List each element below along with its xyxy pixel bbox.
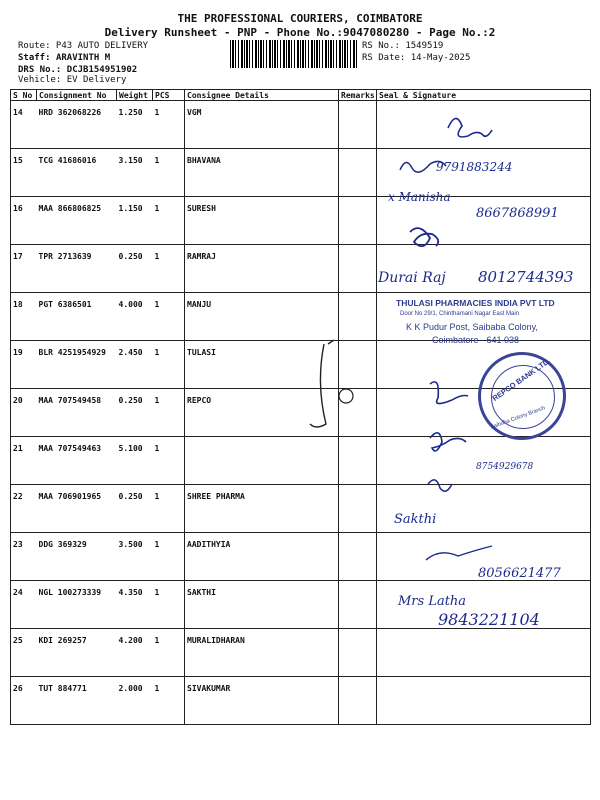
- runsheet-title: THE PROFESSIONAL COURIERS, COIMBATORE: [177, 12, 423, 25]
- header-seal-signature: Seal & Signature: [377, 90, 591, 101]
- remarks-bracket-20-21: [310, 340, 334, 427]
- cell-consignee: SHREE PHARMA: [185, 485, 339, 533]
- drs-value: DCJB154951902: [66, 65, 138, 75]
- header-consignment: Consignment No: [37, 90, 117, 101]
- cell-pcs: 1: [153, 101, 185, 149]
- cell-pcs: 1: [153, 341, 185, 389]
- staff-value: ARAVINTH M: [55, 53, 111, 63]
- signature-23: [428, 480, 452, 491]
- repco-seal-top-text: REPCO BANK LTD.: [490, 356, 553, 403]
- cell-sno: 19: [11, 341, 37, 389]
- repco-bank-seal: [478, 352, 566, 440]
- cell-sno: 14: [11, 101, 37, 149]
- cell-pcs: 1: [153, 293, 185, 341]
- handwritten-name-16: x Manisha: [388, 190, 451, 204]
- cell-consignee: SURESH: [185, 197, 339, 245]
- cell-consignee: MANJU: [185, 293, 339, 341]
- cell-pcs: 1: [153, 245, 185, 293]
- tulasi-stamp-line1: THULASI PHARMACIES INDIA PVT LTD: [396, 298, 555, 308]
- cell-weight: 2.000: [117, 677, 153, 725]
- cell-pcs: 1: [153, 629, 185, 677]
- cell-sno: 24: [11, 581, 37, 629]
- handwritten-phone-18: 8012744393: [478, 268, 574, 286]
- cell-consignee: VGM: [185, 101, 339, 149]
- cell-consignee: MURALIDHARAN: [185, 629, 339, 677]
- signature-22: [430, 433, 466, 451]
- cell-sno: 18: [11, 293, 37, 341]
- cell-consignee: RAMRAJ: [185, 245, 339, 293]
- cell-consignee: AADITHYIA: [185, 533, 339, 581]
- staff-label: Staff:: [18, 53, 51, 63]
- cell-consignment-no: KDI 269257: [37, 629, 117, 677]
- cell-weight: 4.200: [117, 629, 153, 677]
- cell-consignment-no: TCG 41686016: [37, 149, 117, 197]
- cell-weight: 3.150: [117, 149, 153, 197]
- cell-pcs: 1: [153, 677, 185, 725]
- cell-consignee: REPCO: [185, 389, 339, 437]
- tulasi-stamp-line2: Door No 29/1, Chinthamani Nagar East Main: [400, 311, 520, 317]
- cell-consignment-no: BLR 4251954929: [37, 341, 117, 389]
- cell-sno: 21: [11, 437, 37, 485]
- rs-number: RS No.: 1549519: [362, 41, 444, 51]
- cell-weight: 2.450: [117, 341, 153, 389]
- cell-weight: 0.250: [117, 245, 153, 293]
- cell-consignment-no: MAA 706901965: [37, 485, 117, 533]
- rs-date: RS Date: 14-May-2025: [362, 53, 471, 63]
- cell-weight: 0.250: [117, 485, 153, 533]
- cell-consignee: BHAVANA: [185, 149, 339, 197]
- header-sno: S No: [11, 90, 37, 101]
- cell-sno: 26: [11, 677, 37, 725]
- handwritten-name-18: Durai Raj: [378, 270, 446, 286]
- header-remarks: Remarks: [339, 90, 377, 101]
- drs-label: DRS No.:: [18, 65, 62, 75]
- header-pcs: PCS: [153, 90, 185, 101]
- cell-consignment-no: TPR 2713639: [37, 245, 117, 293]
- remarks-circle-21: [339, 389, 353, 403]
- signature-17: [410, 228, 438, 246]
- cell-pcs: 1: [153, 437, 185, 485]
- cell-consignment-no: MAA 866806825: [37, 197, 117, 245]
- cell-consignment-no: DDG 369329: [37, 533, 117, 581]
- signature-21: [430, 382, 468, 404]
- cell-sno: 25: [11, 629, 37, 677]
- cell-pcs: 1: [153, 197, 185, 245]
- handwritten-name-24: Sakthi: [394, 512, 437, 527]
- cell-weight: 4.000: [117, 293, 153, 341]
- cell-pcs: 1: [153, 149, 185, 197]
- handwritten-phone-16: 8667868991: [476, 206, 559, 221]
- cell-weight: 5.100: [117, 437, 153, 485]
- handwritten-phone-23: 8754929678: [476, 462, 534, 472]
- cell-consignment-no: MAA 707549463: [37, 437, 117, 485]
- cell-consignment-no: TUT 884771: [37, 677, 117, 725]
- cell-weight: 3.500: [117, 533, 153, 581]
- repco-seal-bottom-text: Saibaba Colony Branch: [489, 405, 547, 431]
- cell-weight: 0.250: [117, 389, 153, 437]
- handwritten-phone-15: 9791883244: [436, 160, 513, 174]
- cell-sno: 17: [11, 245, 37, 293]
- cell-consignee: SIVAKUMAR: [185, 677, 339, 725]
- cell-sno: 23: [11, 533, 37, 581]
- tulasi-stamp-line3: K K Pudur Post, Saibaba Colony,: [406, 322, 538, 332]
- cell-pcs: 1: [153, 389, 185, 437]
- cell-weight: 1.150: [117, 197, 153, 245]
- cell-consignment-no: MAA 707549458: [37, 389, 117, 437]
- cell-consignment-no: PGT 6386501: [37, 293, 117, 341]
- cell-consignment-no: NGL 100273339: [37, 581, 117, 629]
- cell-weight: 1.250: [117, 101, 153, 149]
- cell-pcs: 1: [153, 533, 185, 581]
- tulasi-stamp-line4: Coimbatore - 641 038: [432, 335, 520, 345]
- runsheet-subtitle: Delivery Runsheet - PNP - Phone No.:9047080280 - Page No.:2: [104, 26, 496, 39]
- route-label: Route: P43 AUTO DELIVERY: [18, 41, 149, 51]
- vehicle-label: Vehicle: EV Delivery: [18, 75, 127, 85]
- cell-sno: 22: [11, 485, 37, 533]
- cell-weight: 4.350: [117, 581, 153, 629]
- header-consignee: Consignee Details: [185, 90, 339, 101]
- cell-consignment-no: HRD 362068226: [37, 101, 117, 149]
- handwritten-name-26: Mrs Latha: [398, 594, 467, 609]
- cell-consignee: SAKTHI: [185, 581, 339, 629]
- cell-sno: 20: [11, 389, 37, 437]
- signature-14: [448, 118, 492, 136]
- cell-consignee: TULASI: [185, 341, 339, 389]
- signature-25: [426, 546, 492, 560]
- cell-pcs: 1: [153, 581, 185, 629]
- cell-sno: 15: [11, 149, 37, 197]
- handwritten-phone-25: 8056621477: [478, 566, 561, 581]
- cell-pcs: 1: [153, 485, 185, 533]
- handwritten-phone-26: 9843221104: [438, 610, 540, 629]
- cell-sno: 16: [11, 197, 37, 245]
- header-weight: Weight: [117, 90, 153, 101]
